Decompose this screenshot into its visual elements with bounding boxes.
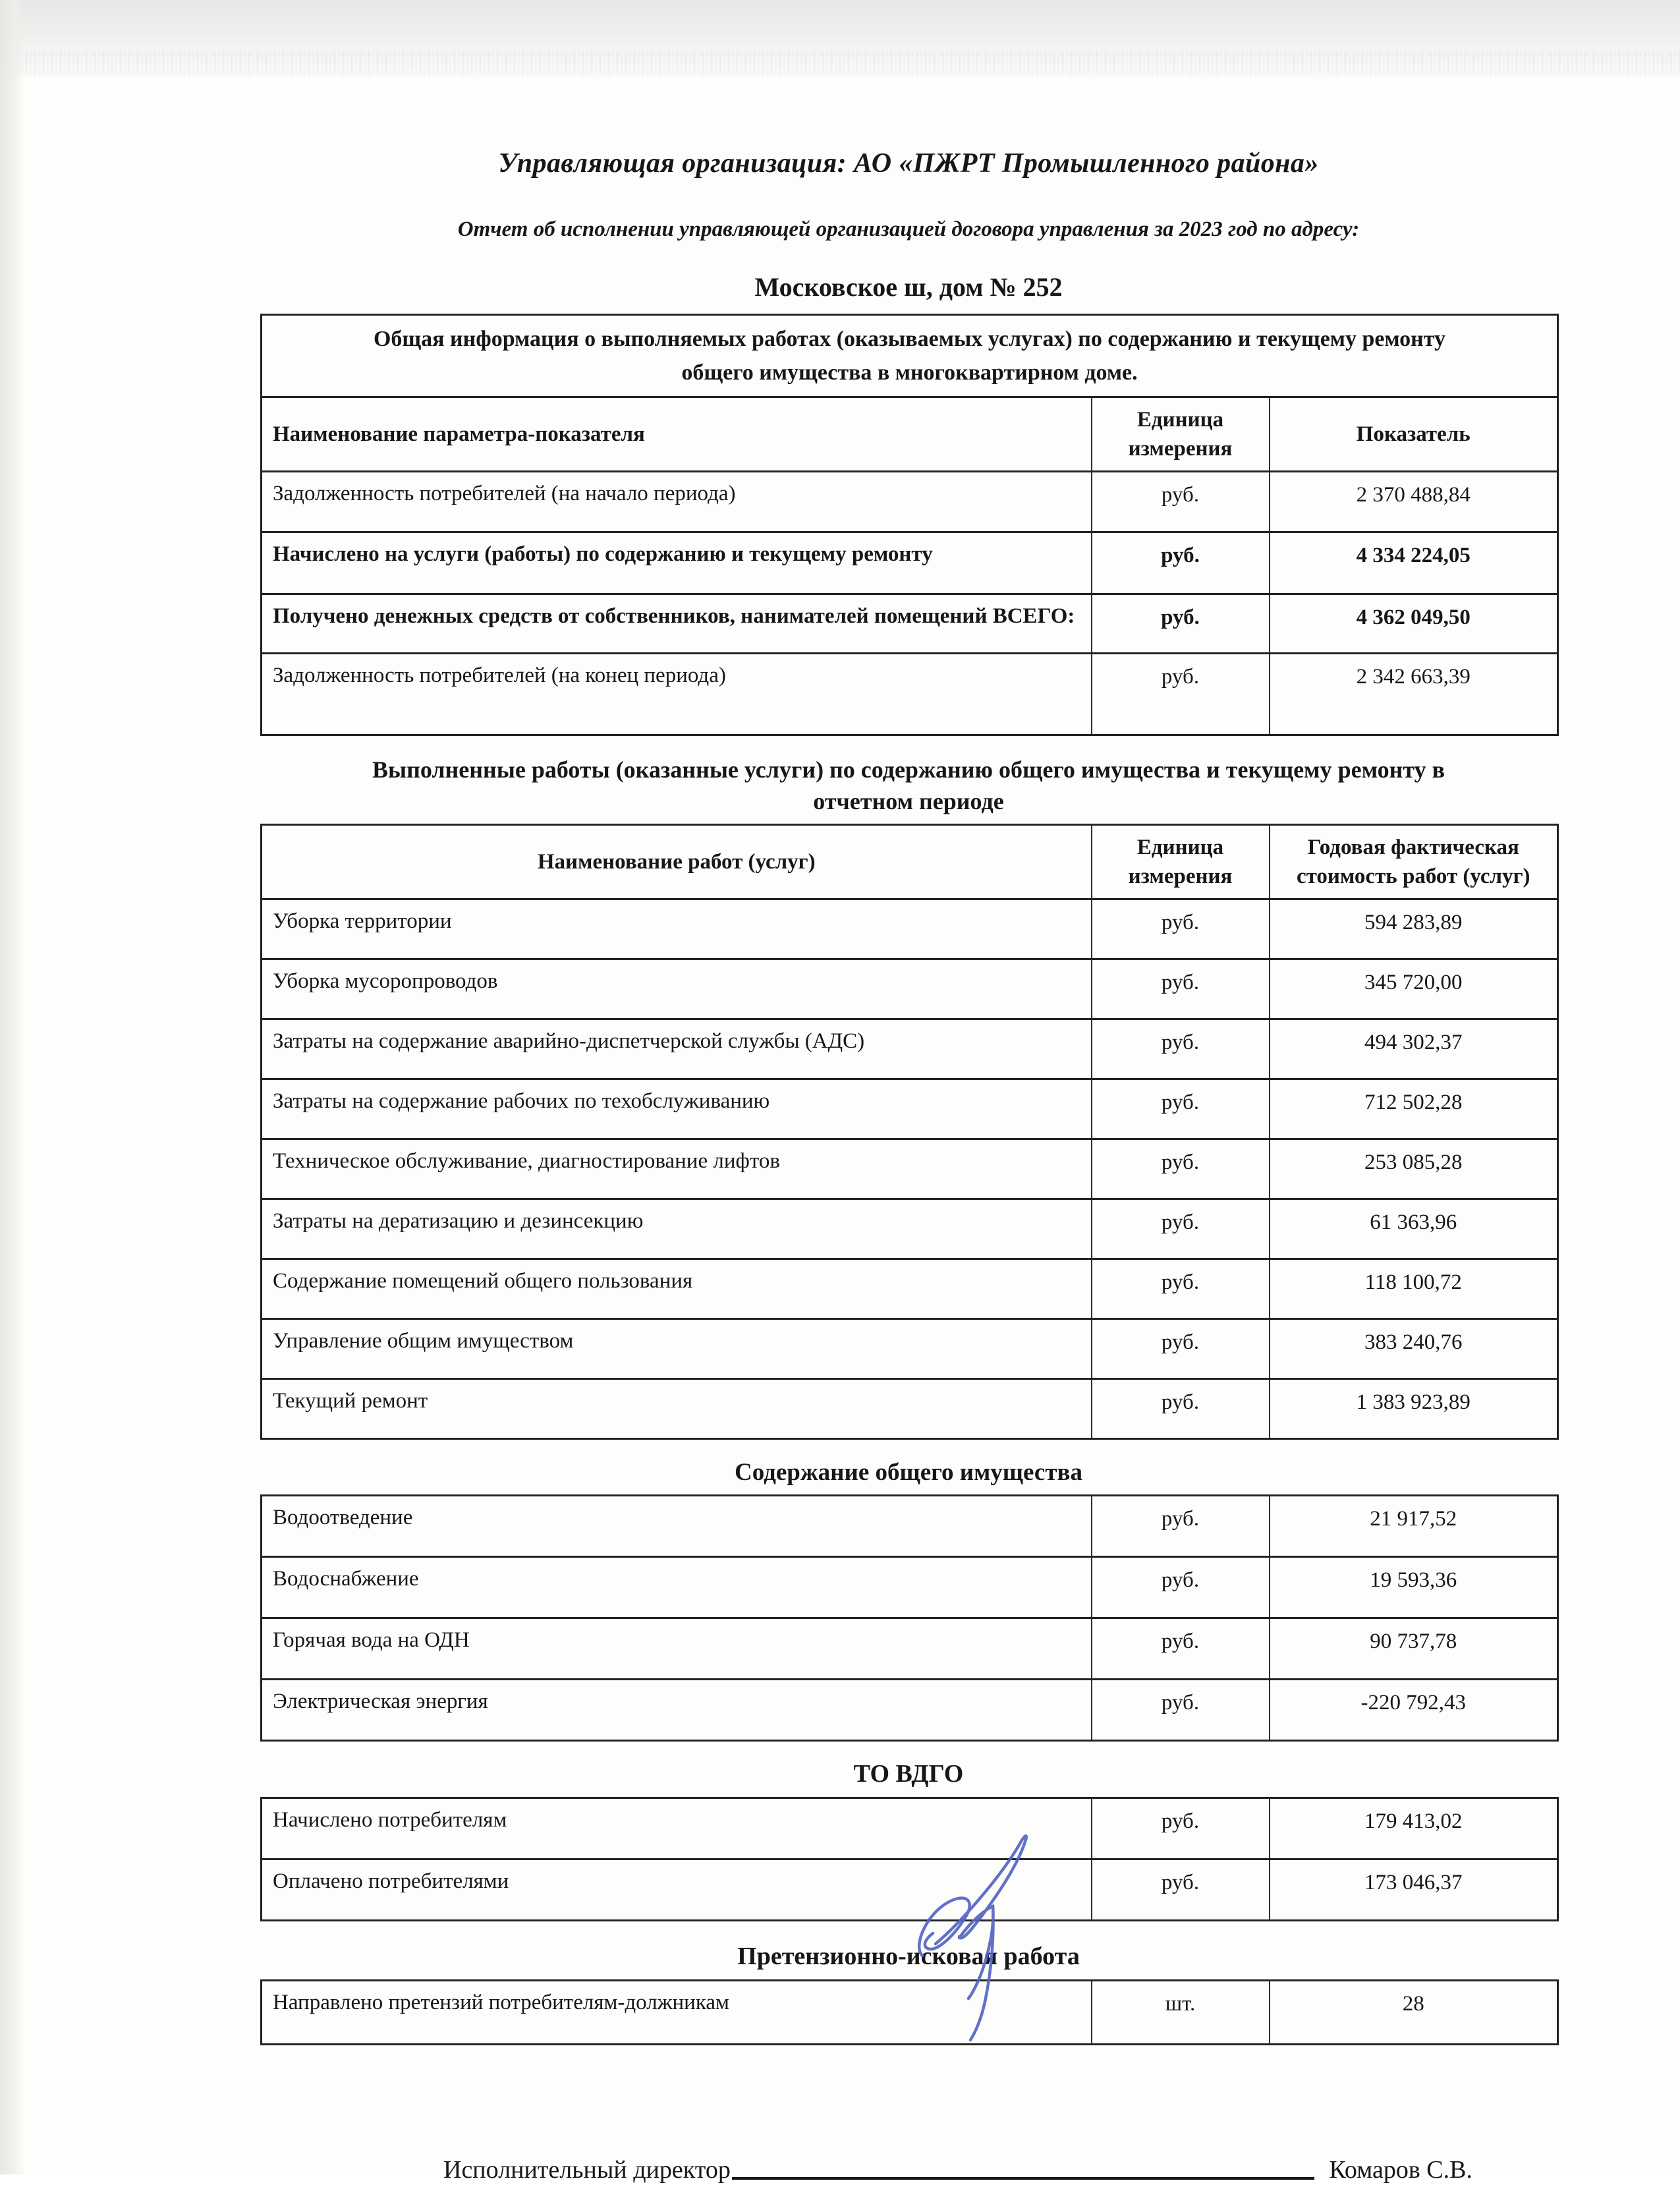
row-label: Управление общим имуществом — [262, 1319, 1092, 1379]
row-unit: руб. — [1092, 1679, 1270, 1740]
table-row — [262, 1679, 1558, 1740]
table-row — [262, 1079, 1558, 1139]
table-header-row — [262, 825, 1558, 899]
executive-role-label: Исполнительный директор — [443, 2156, 731, 2184]
table-row — [262, 532, 1558, 594]
table-row — [262, 959, 1558, 1019]
table-caption: Общая информация о выполняемых работах (оказываемых услугах) по содержанию и текущему ремонту общего имущества в многоквартирном доме. — [262, 315, 1558, 397]
row-label: Текущий ремонт — [262, 1379, 1092, 1439]
table-row — [262, 1019, 1558, 1079]
row-value: 345 720,00 — [1270, 959, 1558, 1019]
row-unit: руб. — [1092, 1798, 1270, 1859]
page-title: Управляющая организация: АО «ПЖРТ Промышленного района» — [498, 148, 1319, 179]
table-row — [262, 1139, 1558, 1199]
row-value: 712 502,28 — [1270, 1079, 1558, 1139]
table-row — [262, 654, 1558, 735]
row-unit: руб. — [1092, 532, 1270, 594]
table-row — [262, 1259, 1558, 1319]
row-unit: руб. — [1092, 1139, 1270, 1199]
row-label: Техническое обслуживание, диагностирование лифтов — [262, 1139, 1092, 1199]
table-row — [262, 1618, 1558, 1679]
common-property-table — [260, 1494, 1559, 1742]
section-title-common-property: Содержание общего имущества — [734, 1459, 1082, 1487]
row-label: Водоотведение — [262, 1495, 1092, 1556]
row-label: Затраты на содержание рабочих по техобслуживанию — [262, 1079, 1092, 1139]
row-unit: шт. — [1092, 1981, 1270, 2045]
handwritten-signature — [908, 1830, 1079, 2055]
table-row — [262, 1495, 1558, 1556]
row-label: Затраты на дератизацию и дезинсекцию — [262, 1199, 1092, 1259]
row-label: Задолженность потребителей (на начало периода) — [262, 472, 1092, 532]
table-row — [262, 1379, 1558, 1439]
row-label: Уборка территории — [262, 899, 1092, 959]
row-unit: руб. — [1092, 1556, 1270, 1618]
table-caption-row — [262, 315, 1558, 397]
row-unit: руб. — [1092, 1199, 1270, 1259]
row-value: 253 085,28 — [1270, 1139, 1558, 1199]
signature-line — [732, 2157, 1315, 2180]
table-row — [262, 1319, 1558, 1379]
column-header-unit: Единица измерения — [1092, 397, 1270, 472]
column-header-works: Наименование работ (услуг) — [262, 825, 1092, 899]
row-label: Начислено потребителям — [262, 1798, 1092, 1859]
row-value: -220 792,43 — [1270, 1679, 1558, 1740]
table-row — [262, 1556, 1558, 1618]
scan-shading-left-edge — [0, 0, 25, 2174]
table-row — [262, 1199, 1558, 1259]
row-unit: руб. — [1092, 1019, 1270, 1079]
row-value: 90 737,78 — [1270, 1618, 1558, 1679]
report-subtitle: Отчет об исполнении управляющей организацией договора управления за 2023 год по адресу: — [457, 217, 1360, 241]
table-row — [262, 594, 1558, 654]
row-value: 594 283,89 — [1270, 899, 1558, 959]
row-label: Содержание помещений общего пользования — [262, 1259, 1092, 1319]
executive-name: Комаров С.В. — [1329, 2156, 1472, 2184]
row-label: Задолженность потребителей (на конец периода) — [262, 654, 1092, 735]
general-info-table — [260, 314, 1559, 736]
row-value: 179 413,02 — [1270, 1798, 1558, 1859]
row-label: Оплачено потребителями — [262, 1859, 1092, 1921]
row-value: 21 917,52 — [1270, 1495, 1558, 1556]
row-unit: руб. — [1092, 654, 1270, 735]
row-unit: руб. — [1092, 1319, 1270, 1379]
row-unit: руб. — [1092, 1079, 1270, 1139]
row-label: Водоснабжение — [262, 1556, 1092, 1618]
row-value: 61 363,96 — [1270, 1199, 1558, 1259]
row-label: Электрическая энергия — [262, 1679, 1092, 1740]
section-title-to-vdgo: ТО ВДГО — [853, 1759, 964, 1788]
row-unit: руб. — [1092, 1379, 1270, 1439]
row-value: 494 302,37 — [1270, 1019, 1558, 1079]
row-label: Уборка мусоропроводов — [262, 959, 1092, 1019]
row-unit: руб. — [1092, 1859, 1270, 1921]
column-header-indicator: Показатель — [1270, 397, 1558, 472]
row-value: 2 342 663,39 — [1270, 654, 1558, 735]
row-value: 2 370 488,84 — [1270, 472, 1558, 532]
row-unit: руб. — [1092, 1259, 1270, 1319]
table-row — [262, 472, 1558, 532]
row-value: 4 334 224,05 — [1270, 532, 1558, 594]
row-value: 383 240,76 — [1270, 1319, 1558, 1379]
row-value: 19 593,36 — [1270, 1556, 1558, 1618]
performed-works-table — [260, 824, 1559, 1440]
column-header-parameter: Наименование параметра-показателя — [262, 397, 1092, 472]
row-unit: руб. — [1092, 1618, 1270, 1679]
row-label: Горячая вода на ОДН — [262, 1618, 1092, 1679]
row-value: 173 046,37 — [1270, 1859, 1558, 1921]
row-value: 1 383 923,89 — [1270, 1379, 1558, 1439]
row-label: Затраты на содержание аварийно-диспетчерской службы (АДС) — [262, 1019, 1092, 1079]
row-unit: руб. — [1092, 594, 1270, 654]
table-header-row — [262, 397, 1558, 472]
row-unit: руб. — [1092, 959, 1270, 1019]
row-unit: руб. — [1092, 1495, 1270, 1556]
row-label: Начислено на услуги (работы) по содержанию и текущему ремонту — [262, 532, 1092, 594]
column-header-unit: Единица измерения — [1092, 825, 1270, 899]
row-value: 4 362 049,50 — [1270, 594, 1558, 654]
address-line: Московское ш, дом № 252 — [754, 272, 1063, 302]
row-label: Получено денежных средств от собственников, нанимателей помещений ВСЕГО: — [262, 594, 1092, 654]
section-title-claims-work: Претензионно-исковая работа — [737, 1943, 1080, 1971]
row-value: 28 — [1270, 1981, 1558, 2045]
section-title-performed-works: Выполненные работы (оказанные услуги) по содержанию общего имущества и текущему ремонту в отчетном периоде — [372, 756, 1445, 814]
row-unit: руб. — [1092, 899, 1270, 959]
column-header-annual-cost: Годовая фактическая стоимость работ (услуг) — [1270, 825, 1558, 899]
row-value: 118 100,72 — [1270, 1259, 1558, 1319]
signature-block — [260, 2156, 1557, 2185]
table-row — [262, 899, 1558, 959]
row-label: Направлено претензий потребителям-должникам — [262, 1981, 1092, 2045]
row-unit: руб. — [1092, 472, 1270, 532]
